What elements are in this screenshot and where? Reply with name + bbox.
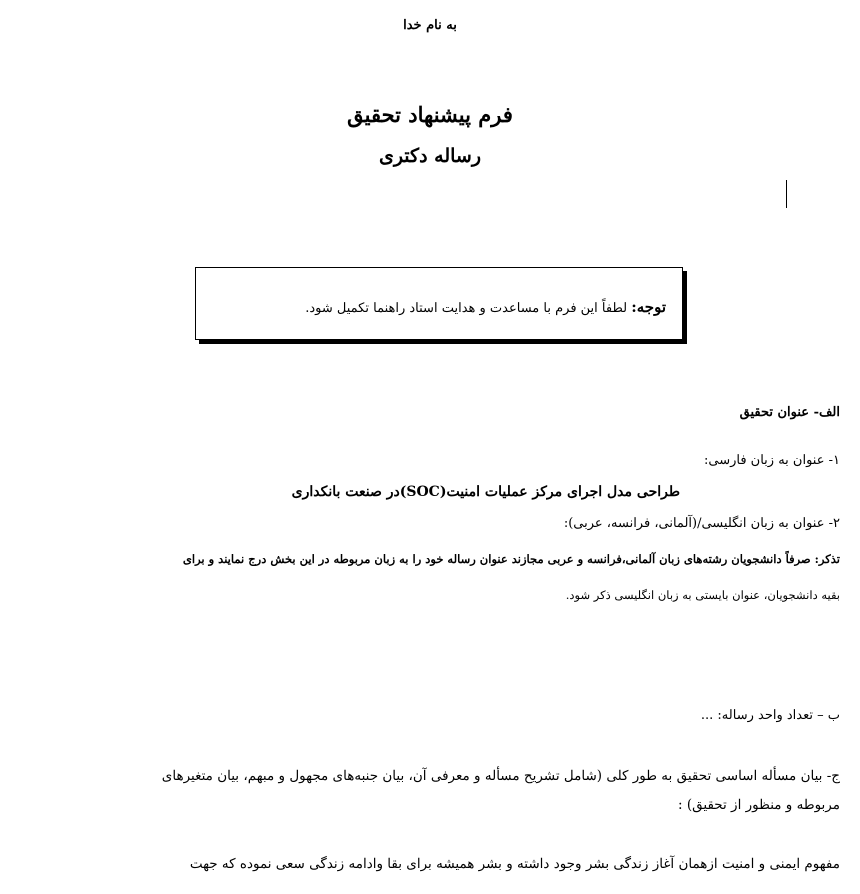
text-cursor xyxy=(786,180,787,208)
section-c-heading-line-1: ج- بیان مسأله اساسی تحقیق به طور کلی (شامل تشریح مسأله و معرفی آن، بیان جنبه‌های مجهول و مبهم، بیان متغیرهای xyxy=(161,768,840,784)
reminder-line-1: تذکر: صرفاً دانشجویان رشته‌های زبان آلمانی،فرانسه و عربی مجازند عنوان رساله خود را به زبان مربوطه در این بخش درج نمایند و برای xyxy=(182,552,840,566)
section-b-heading: ب – تعداد واحد رساله: ... xyxy=(700,708,840,723)
persian-title-value: طراحی مدل اجرای مرکز عملیات امنیت(SOC)در صنعت بانکداری xyxy=(291,484,680,500)
reminder-line-2: بقیه دانشجویان، عنوان بایستی به زبان انگلیسی ذکر شود. xyxy=(565,588,840,602)
section-a-heading: الف- عنوان تحقیق xyxy=(739,405,840,420)
note-box xyxy=(195,267,683,340)
form-title: فرم پیشنهاد تحقیق xyxy=(347,102,513,127)
note-text xyxy=(305,298,666,316)
section-c-body-line-1: مفهوم ایمنی و امنیت ازهمان آغاز زندگی بشر وجود داشته و بشر همیشه برای بقا وادامه زندگی سعی نموده که جهت xyxy=(189,856,840,872)
section-c-heading-line-2: مربوطه و منظور از تحقیق) : xyxy=(678,797,840,813)
persian-title-label: ۱- عنوان به زبان فارسی: xyxy=(703,453,840,468)
note-body: لطفاً این فرم با مساعدت و هدایت استاد راهنما تکمیل شود. xyxy=(305,301,632,316)
form-subtitle: رساله دکتری xyxy=(378,145,482,167)
english-title-label: ۲- عنوان به زبان انگلیسی/(آلمانی، فرانسه، عربی): xyxy=(563,516,840,531)
note-label: توجه: xyxy=(631,298,666,316)
bismillah-heading: به نام خدا xyxy=(403,18,457,33)
